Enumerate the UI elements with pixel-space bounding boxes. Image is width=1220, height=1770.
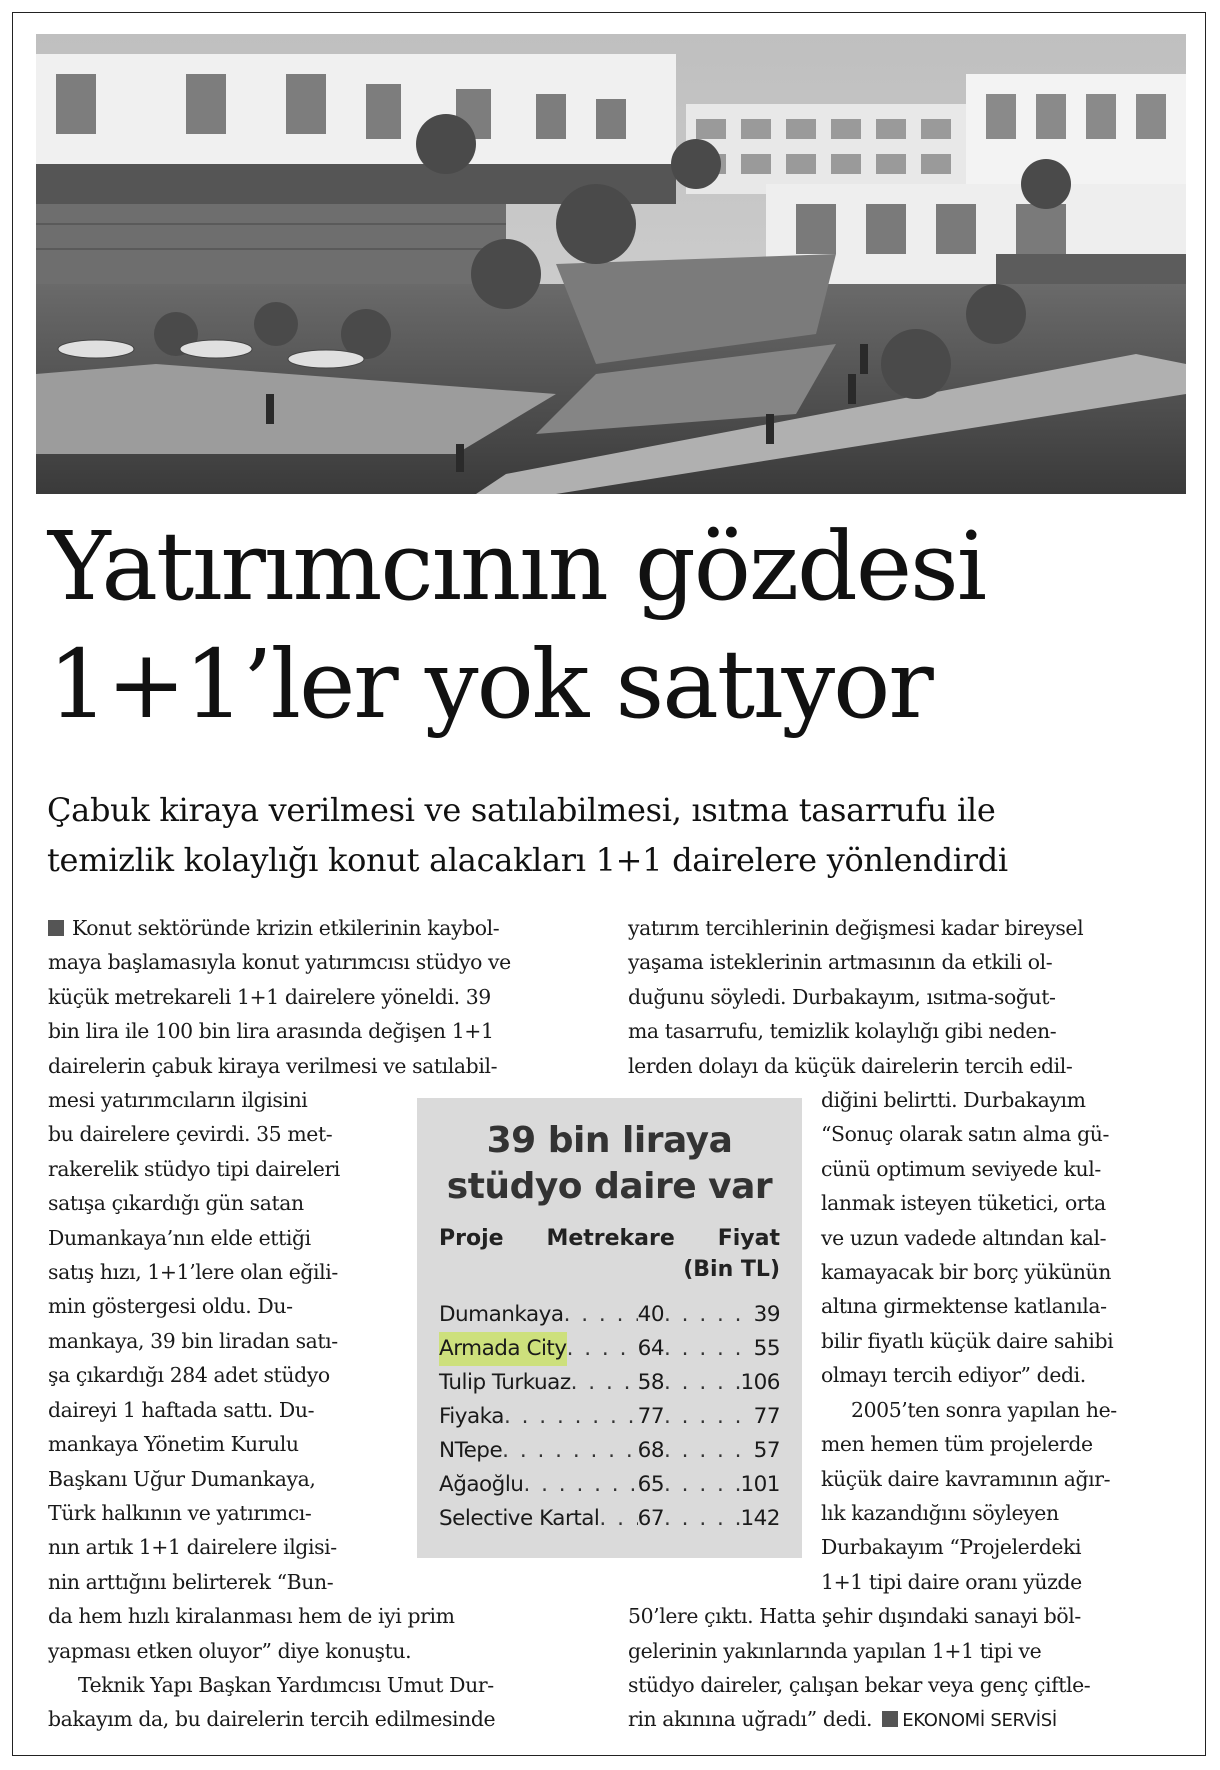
text-line: cünü optimum seviyede kul- [821,1156,1101,1181]
text-line: yapması etken oluyor” diye konuştu. [48,1638,412,1663]
end-square-icon [882,1711,898,1727]
text-line: diğini belirtti. Durbakayım [821,1088,1086,1113]
project-name: Ağaoğlu [439,1472,524,1497]
table-row [439,1400,780,1434]
area-value: 58 [637,1370,664,1395]
project-name: Tulip Turkuaz [439,1370,571,1395]
text-line: nın artık 1+1 dairelere ilgisi- [48,1535,337,1560]
text-line: Konut sektöründe krizin etkilerinin kaybol- [48,911,511,945]
text-line: stüdyo daireler, çalışan bekar veya genç çiftle- [628,1672,1091,1697]
byline: EKONOMİ SERVİSİ [902,1710,1057,1732]
text-line: rin akınına uğradı” dedi. EKONOMİ SERVİSİ [628,1707,1057,1732]
residential-complex-image [36,34,1186,494]
text-line: Başkanı Uğur Dumankaya, [48,1466,316,1491]
text-line: bakayım da, bu dairelerin tercih edilmesinde [48,1707,496,1732]
text-line: lerden dolayı da küçük dairelerin tercih edil- [628,1053,1073,1078]
price-value: 101 [740,1472,780,1497]
area-value: 77 [637,1404,664,1429]
table-row [439,1332,780,1366]
text-line: lanmak isteyen tüketici, orta [821,1191,1106,1216]
text-line: olmayı tercih ediyor” dedi. [821,1363,1086,1388]
project-name: Dumankaya [439,1302,564,1327]
text-line: Dumankaya’nın elde ettiği [48,1225,311,1250]
area-value: 65 [637,1472,664,1497]
sidebar-title [439,1118,780,1210]
text-line: ve uzun vadede altından kal- [821,1225,1107,1250]
sidebar-box [417,1098,802,1558]
article-photo [36,34,1186,494]
table-row [439,1298,780,1332]
area-value: 68 [637,1438,664,1463]
headline-line-1: Yatırımcının gözdesi [48,512,986,622]
text-line: men hemen tüm projelerde [821,1432,1093,1457]
subtitle-line-2: temizlik kolaylığı konut alacakları 1+1 dairelere yönlendirdi [47,841,1008,879]
text-line: bilir fiyatlı küçük daire sahibi [821,1328,1114,1353]
price-value: 77 [753,1404,780,1429]
price-value: 55 [753,1336,780,1361]
price-value: 142 [740,1506,780,1531]
text-line: küçük daire kavramının ağır- [821,1466,1111,1491]
text-line: ma tasarrufu, temizlik kolaylığı gibi neden- [628,1019,1057,1044]
subtitle-line-1: Çabuk kiraya verilmesi ve satılabilmesi, ısıtma tasarrufu ile [47,791,996,829]
text-line: Teknik Yapı Başkan Yardımcısı Umut Dur- [78,1672,494,1697]
table-row [439,1366,780,1400]
text-line: “Sonuç olarak satın alma gü- [821,1122,1110,1147]
price-value: 39 [753,1302,780,1327]
text-line: gelerinin yakınlarında yapılan 1+1 tipi ve [628,1638,1042,1663]
table-row [439,1502,780,1536]
text-line: yatırım tercihlerinin değişmesi kadar bireysel [628,916,1084,940]
text-line: Türk halkının ve yatırımcı- [48,1500,312,1525]
text-line: dairelerin çabuk kiraya verilmesi ve satılabil- [48,1053,498,1078]
bullet-square-icon [48,920,64,936]
subtitle [47,785,1197,885]
text-line: mankaya, 39 bin liradan satı- [48,1328,338,1353]
table-row [439,1468,780,1502]
text-line: nin arttığını belirterek “Bun- [48,1569,334,1594]
text-line: yaşama isteklerinin artmasının da etkili ol- [628,950,1053,975]
area-value: 64 [637,1336,664,1361]
text-line: 1+1 tipi daire oranı yüzde [821,1569,1082,1594]
area-value: 40 [637,1302,664,1327]
text-line: 2005’ten sonra yapılan he- [851,1397,1117,1422]
price-unit: (Bin TL) [683,1257,780,1282]
text-line: mankaya Yönetim Kurulu [48,1432,299,1457]
text-line: 50’lere çıktı. Hatta şehir dışındaki sanayi böl- [628,1604,1081,1629]
sidebar-title-line-2: stüdyo daire var [446,1166,773,1207]
column-header-project: Proje [439,1226,504,1251]
text-line: maya başlamasıyla konut yatırımcısı stüdyo ve [48,950,511,975]
sidebar-title-line-1: 39 bin liraya [486,1120,733,1161]
text-line: Durbakayım “Projelerdeki [821,1535,1082,1560]
project-name: Selective Kartal [439,1506,600,1531]
project-name-highlighted: Armada City [439,1332,567,1366]
price-value: 57 [753,1438,780,1463]
table-row [439,1434,780,1468]
headline-line-2: 1+1’ler yok satıyor [48,630,932,740]
text-line: min göstergesi oldu. Du- [48,1294,293,1319]
column-header-price: Fiyat [717,1226,780,1251]
table-header [439,1224,780,1254]
price-value: 106 [740,1370,780,1395]
text-line: lık kazandığını söyleyen [821,1500,1059,1525]
text-line: satışa çıkardığı gün satan [48,1191,304,1216]
text-line: duğunu söyledi. Durbakayım, ısıtma-soğut- [628,984,1056,1009]
column-header-area: Metrekare [546,1226,675,1251]
text-line: küçük metrekareli 1+1 dairelere yöneldi. 39 [48,984,491,1009]
text-line: şa çıkardığı 284 adet stüdyo [48,1363,330,1388]
table-body [439,1298,780,1536]
text-line: kamayacak bir borç yükünün [821,1260,1112,1285]
project-name: NTepe [439,1438,503,1463]
text-line: satış hızı, 1+1’lere olan eğili- [48,1260,338,1285]
text-line: bu dairelere çevirdi. 35 met- [48,1122,333,1147]
project-name: Fiyaka [439,1404,504,1429]
text-line: altına girmektense katlanıla- [821,1294,1107,1319]
text-line: daireyi 1 haftada sattı. Du- [48,1397,315,1422]
text-line: rakerelik stüdyo tipi daireleri [48,1156,340,1181]
area-value: 67 [637,1506,664,1531]
text-line: mesi yatırımcıların ilgisini [48,1088,308,1113]
text-line: bin lira ile 100 bin lira arasında değişen 1+1 [48,1019,494,1044]
text-line: da hem hızlı kiralanması hem de iyi prim [48,1604,455,1629]
headline [48,508,1188,744]
